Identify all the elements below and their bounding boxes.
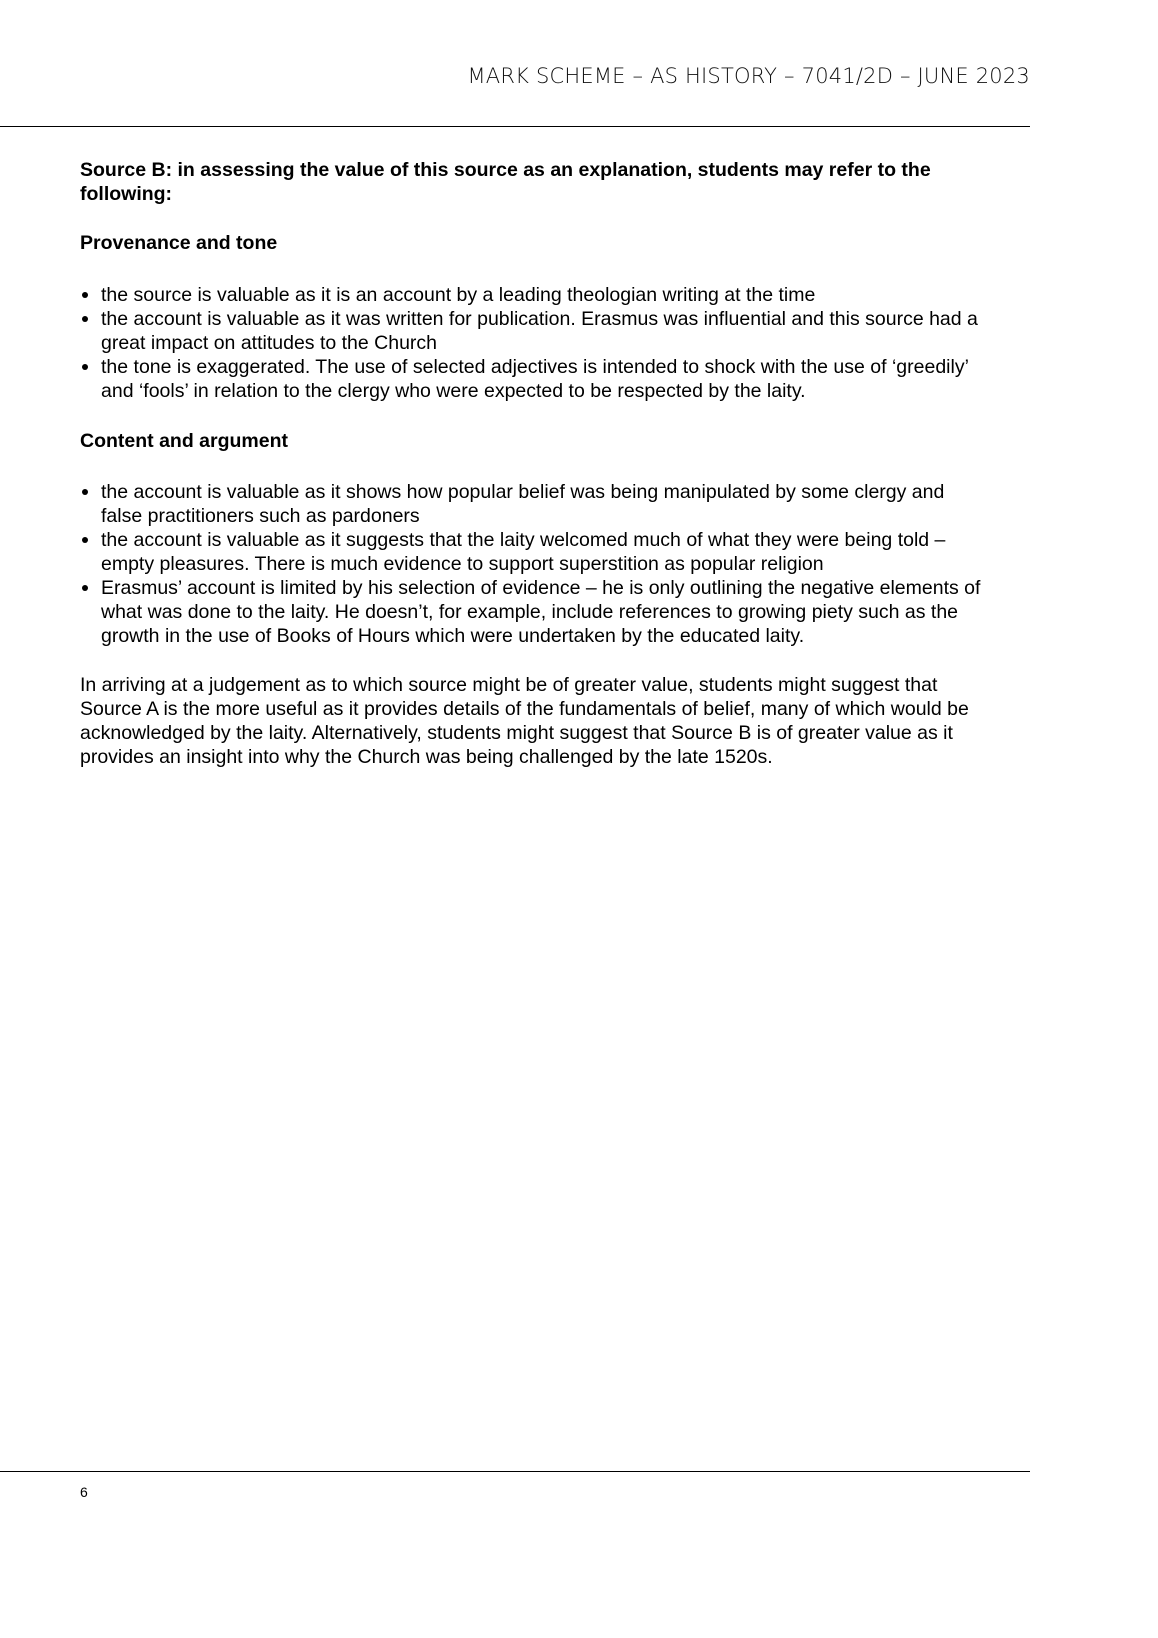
text-line: the account is valuable as it was written for publication. Erasmus was influential and this source had a <box>101 308 978 330</box>
text-line: and ‘fools’ in relation to the clergy who were expected to be respected by the laity. <box>101 380 806 402</box>
text-line: acknowledged by the laity. Alternatively, students might suggest that Source B is of greater value as it <box>80 722 953 744</box>
text-line: growth in the use of Books of Hours which were undertaken by the educated laity. <box>101 625 805 647</box>
text-line: Erasmus’ account is limited by his selection of evidence – he is only outlining the negative elements of <box>101 577 981 599</box>
text-line: provides an insight into why the Church was being challenged by the late 1520s. <box>80 746 773 768</box>
list-item <box>80 576 1040 648</box>
source-b-intro <box>80 158 1040 206</box>
list-item <box>80 480 1040 528</box>
running-header: MARK SCHEME – AS HISTORY – 7041/2D – JUNE 2023 <box>467 64 1030 88</box>
text-line: the source is valuable as it is an account by a leading theologian writing at the time <box>101 284 816 306</box>
header-rule <box>0 126 1030 127</box>
list-item <box>80 283 1040 307</box>
text-line: empty pleasures. There is much evidence to support superstition as popular religion <box>101 553 824 575</box>
content-heading: Content and argument <box>80 430 288 452</box>
provenance-list <box>80 283 1040 403</box>
list-item <box>80 355 1040 403</box>
list-item <box>80 528 1040 576</box>
text-line: false practitioners such as pardoners <box>101 505 420 527</box>
text-line: Source B: in assessing the value of this source as an explanation, students may refer to the <box>80 159 931 181</box>
footer-rule <box>0 1471 1030 1472</box>
text-line: great impact on attitudes to the Church <box>101 332 438 354</box>
judgement-paragraph <box>80 673 1040 769</box>
content-list <box>80 480 1040 648</box>
provenance-heading: Provenance and tone <box>80 232 278 254</box>
text-line: Source A is the more useful as it provides details of the fundamentals of belief, many of which would be <box>80 698 969 720</box>
text-line: following: <box>80 183 173 205</box>
text-line: In arriving at a judgement as to which source might be of greater value, students might suggest that <box>80 674 938 696</box>
text-line: the tone is exaggerated. The use of selected adjectives is intended to shock with the use of ‘greedily’ <box>101 356 969 378</box>
text-line: the account is valuable as it shows how popular belief was being manipulated by some clergy and <box>101 481 945 503</box>
text-line: the account is valuable as it suggests that the laity welcomed much of what they were being told – <box>101 529 946 551</box>
text-line: what was done to the laity. He doesn’t, for example, include references to growing piety such as the <box>101 601 959 623</box>
page-number: 6 <box>80 1484 88 1500</box>
list-item <box>80 307 1040 355</box>
